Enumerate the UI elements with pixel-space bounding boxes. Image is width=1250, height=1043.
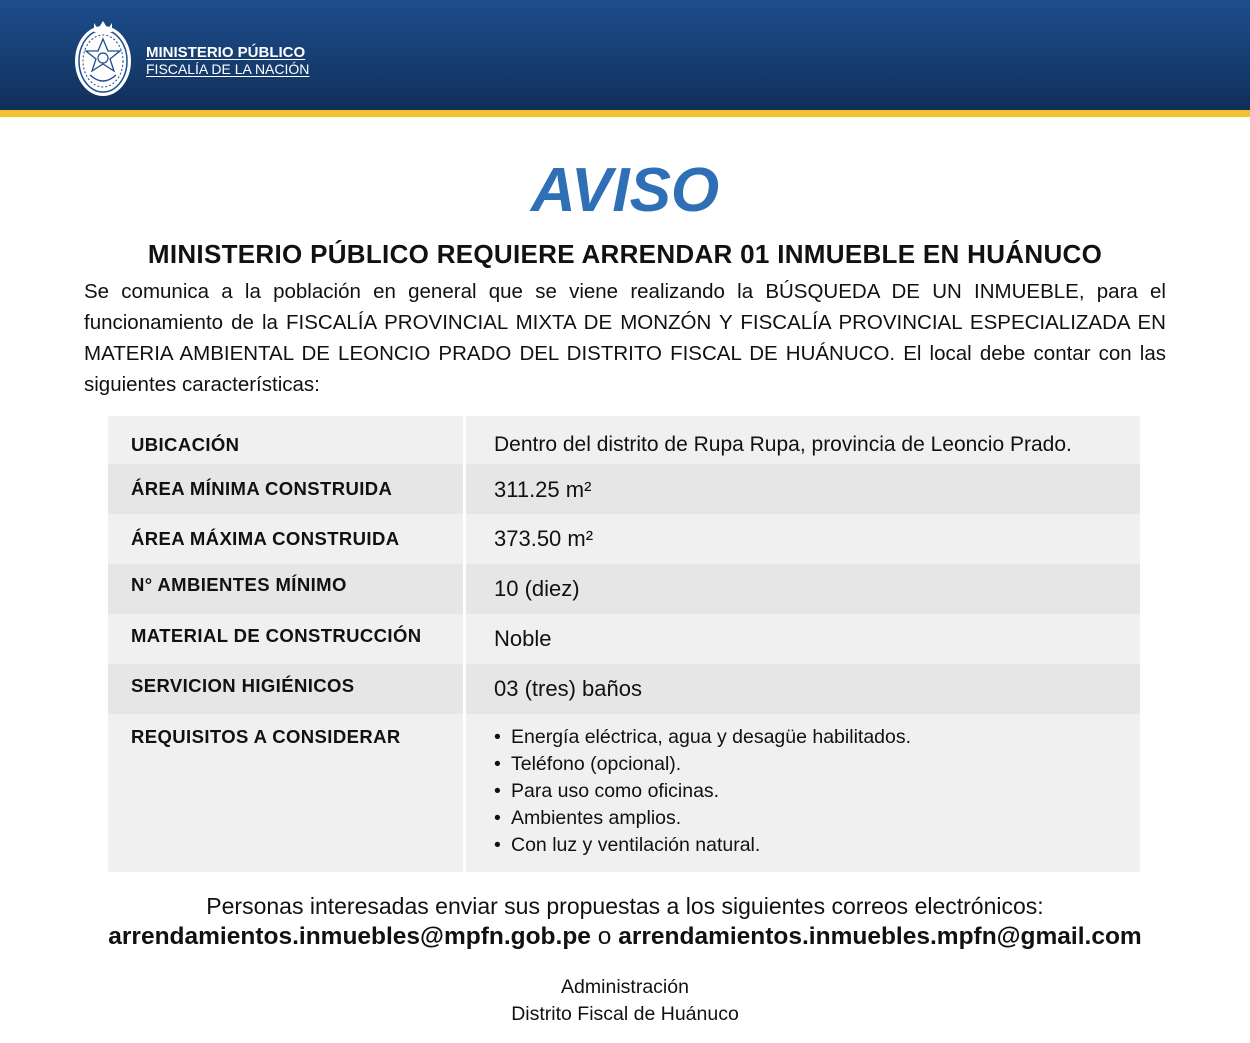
row-value (466, 714, 1140, 872)
table-row-requisitos (108, 714, 1140, 872)
notice-title: AVISO (530, 156, 720, 225)
table-row-area-minima (108, 464, 1140, 514)
bullet: • (494, 780, 501, 802)
email-address-primary[interactable]: arrendamientos.inmuebles@mpfn.gob.pe (108, 923, 591, 950)
coat-of-arms-seal-icon (72, 17, 134, 99)
email-address-secondary[interactable]: arrendamientos.inmuebles.mpfn@gmail.com (618, 923, 1142, 950)
list-item (494, 832, 1140, 859)
header-accent-stripe (0, 110, 1250, 117)
organization-name-block (146, 44, 309, 77)
requirements-list (494, 724, 1140, 859)
bullet: • (494, 726, 501, 748)
row-value: 10 (diez) (466, 564, 1140, 614)
row-value: 373.50 m² (466, 514, 1140, 564)
row-value: Dentro del distrito de Rupa Rupa, provincia de Leoncio Prado. (466, 416, 1140, 464)
organization-subtitle: FISCALÍA DE LA NACIÓN (146, 61, 310, 77)
signature-line-2: Distrito Fiscal de Huánuco (511, 1003, 739, 1025)
header-band (0, 0, 1250, 110)
list-item (494, 751, 1140, 778)
list-item (494, 724, 1140, 751)
list-item (494, 778, 1140, 805)
list-item (494, 805, 1140, 832)
row-label: ÁREA MÁXIMA CONSTRUIDA (108, 514, 463, 564)
row-label: REQUISITOS A CONSIDERAR (108, 714, 463, 872)
row-value: Noble (466, 614, 1140, 664)
signature-block (0, 974, 1250, 1028)
table-row-material (108, 614, 1140, 664)
contact-instructions: Personas interesadas enviar sus propuestas a los siguientes correos electrónicos: (206, 893, 1044, 919)
organization-name: MINISTERIO PÚBLICO (146, 44, 306, 61)
signature-line-1: Administración (561, 976, 689, 998)
table-row-area-maxima (108, 514, 1140, 564)
list-item-text: Para uso como oficinas. (511, 780, 720, 802)
row-label: N° AMBIENTES MÍNIMO (108, 564, 463, 614)
row-label: UBICACIÓN (108, 416, 463, 464)
row-value: 311.25 m² (466, 464, 1140, 514)
row-label: MATERIAL DE CONSTRUCCIÓN (108, 614, 463, 664)
email-connector: o (597, 923, 612, 950)
list-item-text: Teléfono (opcional). (511, 753, 682, 775)
requirements-table (108, 416, 1140, 872)
list-item-text: Con luz y ventilación natural. (511, 834, 761, 856)
table-row-ubicacion (108, 416, 1140, 464)
list-item-text: Ambientes amplios. (511, 807, 682, 829)
notice-subtitle: MINISTERIO PÚBLICO REQUIERE ARRENDAR 01 INMUEBLE EN HUÁNUCO (147, 239, 1103, 269)
bullet: • (494, 834, 501, 856)
row-label: SERVICION HIGIÉNICOS (108, 664, 463, 714)
bullet: • (494, 807, 501, 829)
list-item-text: Energía eléctrica, agua y desagüe habilitados. (511, 726, 912, 748)
bullet: • (494, 753, 501, 775)
table-row-servicios (108, 664, 1140, 714)
contact-emails (0, 921, 1250, 953)
notice-intro: Se comunica a la población en general que se viene realizando la BÚSQUEDA DE UN INMUEBLE, para el funcionamiento de la FISCALÍA PROVINCIAL MIXTA DE MONZÓN Y FISCALÍA PROVINCIAL ESPECIALIZADA EN MATERIA AMBIENTAL DE LEONCIO PRADO DEL DISTRITO FISCAL DE HUÁNUCO. El local debe contar con las siguientes características: (84, 280, 1166, 396)
row-value: 03 (tres) baños (466, 664, 1140, 714)
table-row-ambientes (108, 564, 1140, 614)
row-label: ÁREA MÍNIMA CONSTRUIDA (108, 464, 463, 514)
